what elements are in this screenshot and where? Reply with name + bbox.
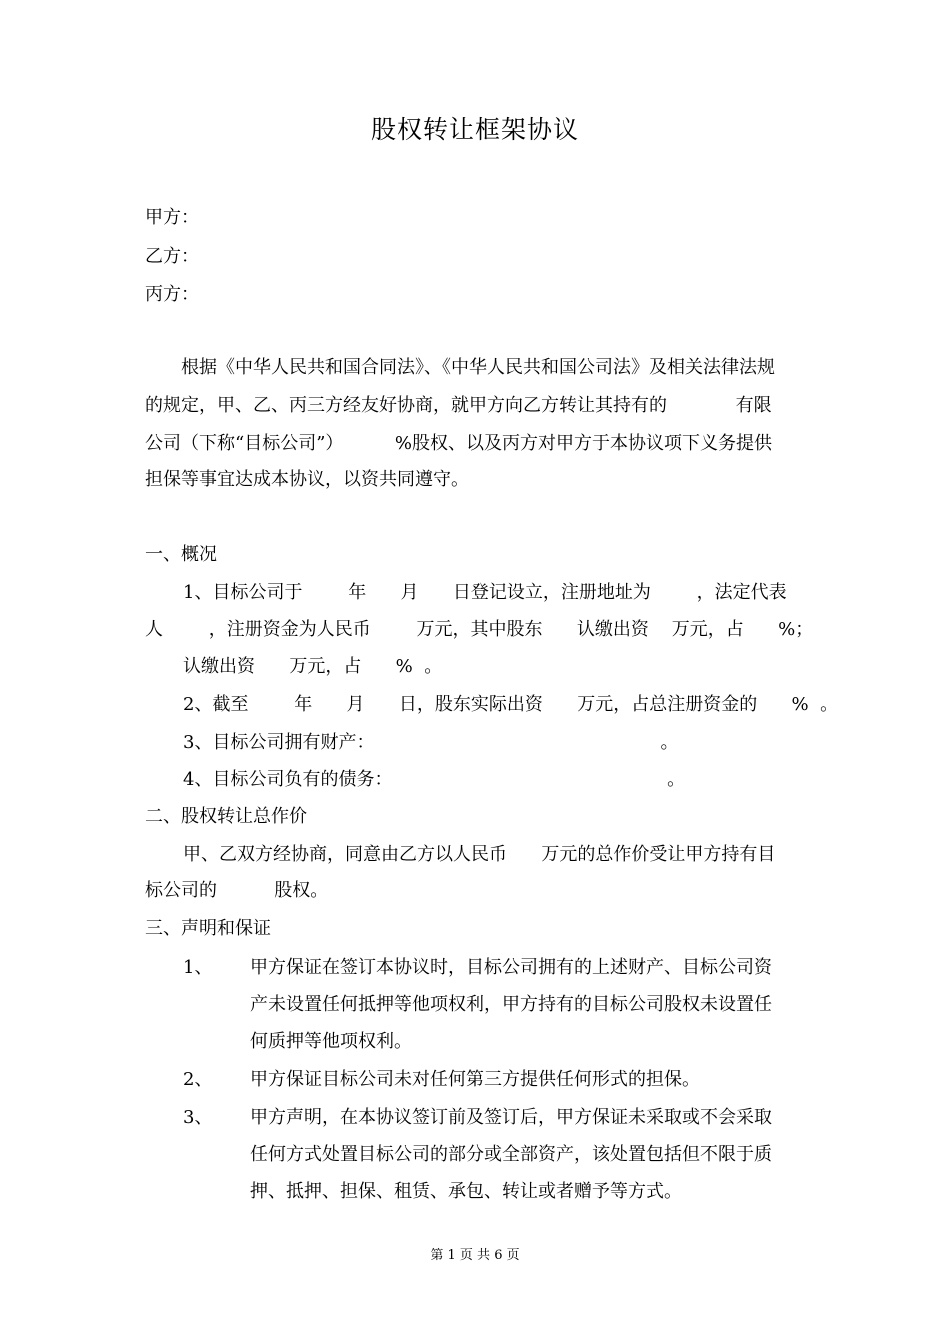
section-1-line: 4、目标公司负有的债务： 。 <box>183 769 686 790</box>
clause-number: 1、 <box>183 957 213 978</box>
page-footer: 第 1 页 共 6 页 <box>430 1248 520 1263</box>
clause-line: 产未设置任何抵押等他项权利，甲方持有的目标公司股权未设置任 <box>250 994 772 1015</box>
clause-number: 2、 <box>183 1069 213 1090</box>
clause-line: 押、抵押、担保、租赁、承包、转让或者赠予等方式。 <box>250 1181 682 1202</box>
clause-line: 何质押等他项权利。 <box>250 1031 412 1052</box>
section-1-line: 3、目标公司拥有财产： 。 <box>183 732 679 753</box>
section-3-heading: 三、声明和保证 <box>145 918 271 939</box>
clause-line: 甲方保证在签订本协议时，目标公司拥有的上述财产、目标公司资 <box>250 957 772 978</box>
preamble-line: 担保等事宜达成本协议，以资共同遵守。 <box>145 469 469 490</box>
document-title: 股权转让框架协议 <box>370 115 579 144</box>
party-a-label: 甲方： <box>145 207 199 228</box>
section-2-line: 甲、乙双方经协商，同意由乙方以人民币 万元的总作价受让甲方持有目 <box>183 844 776 865</box>
section-2-heading: 二、股权转让总作价 <box>145 806 307 827</box>
party-c-label: 丙方： <box>145 284 199 305</box>
section-1-heading: 一、概况 <box>145 544 217 565</box>
preamble-line: 根据《中华人民共和国合同法》、《中华人民共和国公司法》及相关法律法规 <box>181 357 775 378</box>
section-1-line: 2、截至 年 月 日，股东实际出资 万元，占总注册资金的 % 。 <box>183 694 839 715</box>
clause-line: 甲方声明，在本协议签订前及签订后，甲方保证未采取或不会采取 <box>250 1107 772 1128</box>
clause-line: 任何方式处置目标公司的部分或全部资产，该处置包括但不限于质 <box>250 1144 772 1165</box>
section-2-line: 标公司的 股权。 <box>145 880 329 901</box>
section-1-line: 人 ，注册资金为人民币 万元，其中股东 认缴出资 万元，占 %； <box>145 619 814 640</box>
preamble-line: 的规定，甲、乙、丙三方经友好协商，就甲方向乙方转让其持有的 有限 <box>145 395 772 416</box>
preamble-line: 公司（下称“目标公司”） %股权、以及丙方对甲方于本协议项下义务提供 <box>145 433 772 454</box>
section-1-line: 认缴出资 万元，占 % 。 <box>183 656 443 677</box>
party-b-label: 乙方： <box>145 246 199 267</box>
clause-number: 3、 <box>183 1107 213 1128</box>
clause-line: 甲方保证目标公司未对任何第三方提供任何形式的担保。 <box>250 1069 700 1090</box>
section-1-line: 1、目标公司于 年 月 日登记设立，注册地址为 ，法定代表 <box>183 582 787 603</box>
